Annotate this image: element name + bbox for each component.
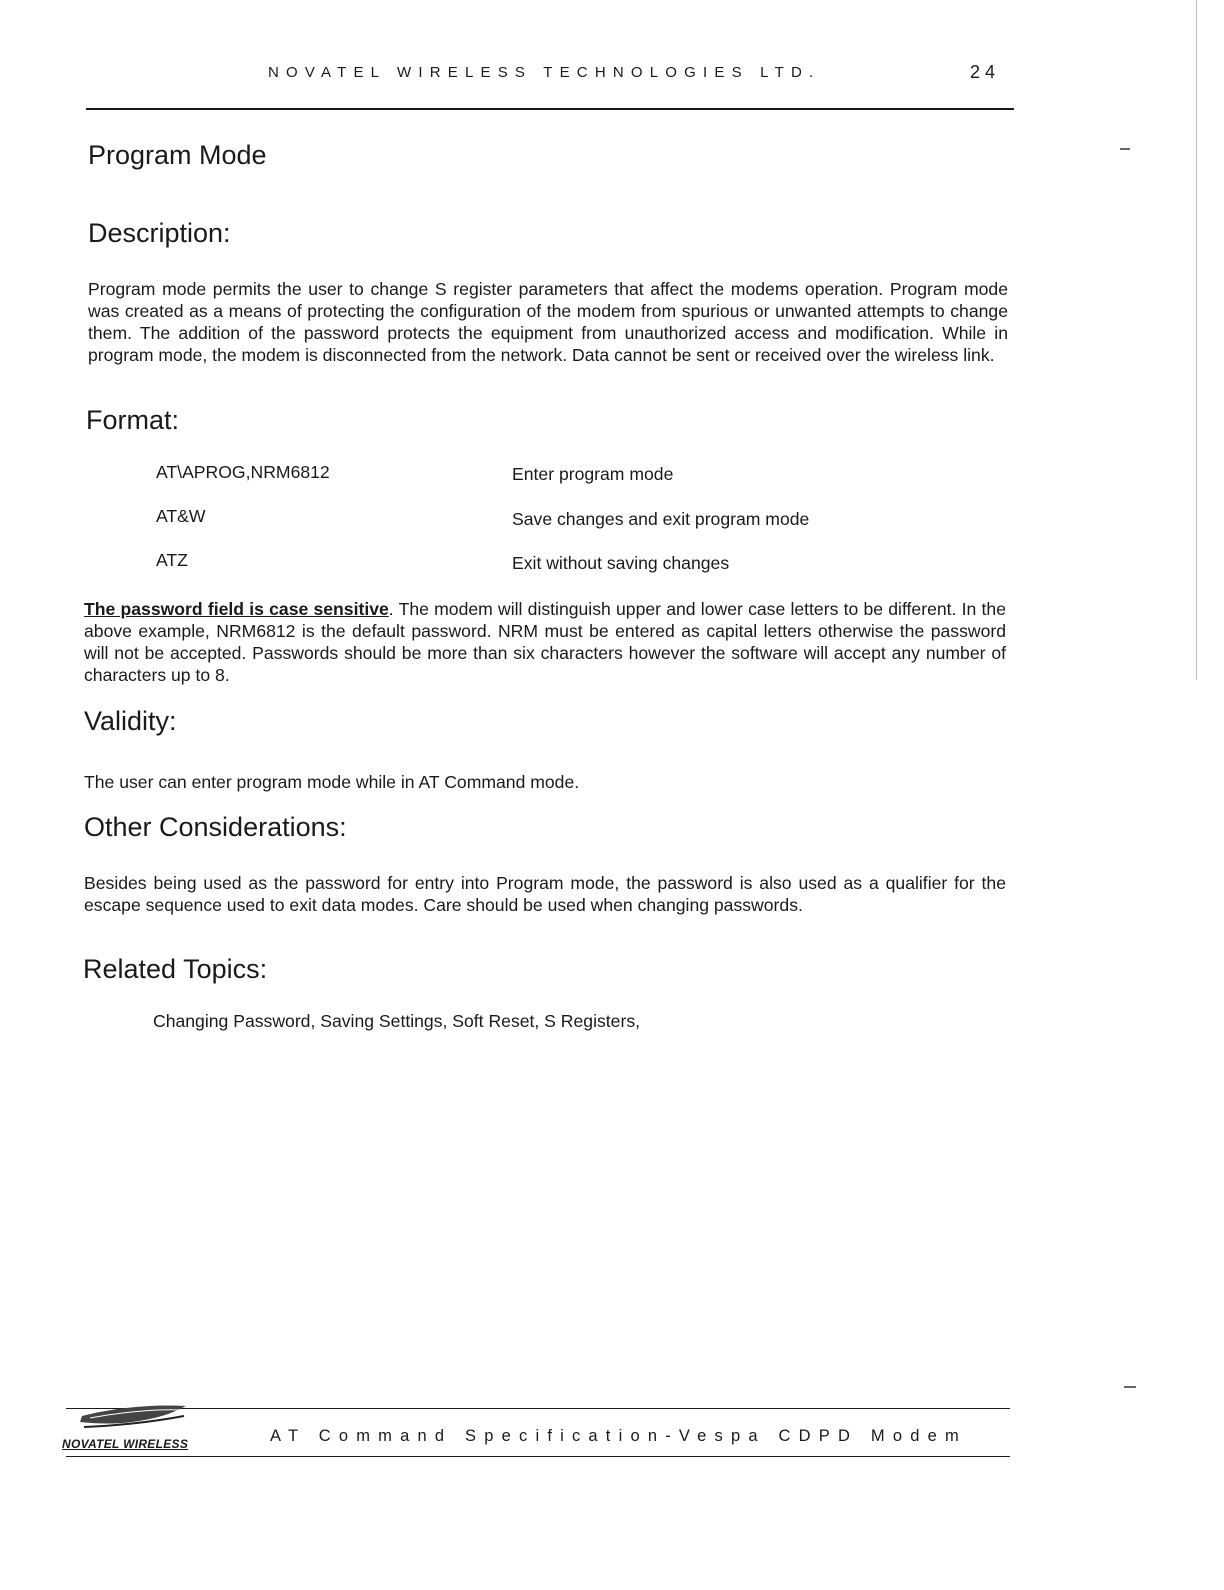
footer-divider-bottom — [66, 1456, 1010, 1457]
scan-mark — [1120, 148, 1130, 150]
footer-title: AT Command Specification-Vespa CDPD Modem — [270, 1427, 967, 1445]
format-description-3: Exit without saving changes — [512, 553, 730, 573]
header-divider — [86, 108, 1014, 110]
password-note — [84, 598, 1006, 686]
header-company-name: NOVATEL WIRELESS TECHNOLOGIES LTD. — [268, 64, 821, 81]
scan-edge-line — [1196, 0, 1197, 680]
format-description-1: Enter program mode — [512, 464, 674, 484]
footer-divider-top — [66, 1408, 1010, 1409]
validity-heading: Validity: — [84, 706, 177, 736]
format-heading: Format: — [86, 405, 180, 435]
description-text: Program mode permits the user to change S register parameters that affect the modems operation. Program mode was created as a means of protecting the configuration of the modem from spurious or unwanted attempts to change them. The addition of the password protects the equipment from unauthorized access and modification. While in program mode, the modem is disconnected from the network. Data cannot be sent or received over the wireless link. — [88, 279, 1008, 365]
format-command-2: AT&W — [156, 506, 206, 526]
related-topics-heading: Related Topics: — [83, 954, 268, 984]
scan-mark — [1124, 1386, 1136, 1388]
other-considerations-text: Besides being used as the password for entry into Program mode, the password is also used as a qualifier for the escape sequence used to exit data modes. Care should be used when changing passwords. — [84, 873, 1006, 915]
description-heading: Description: — [88, 218, 231, 248]
format-command-3: ATZ — [156, 550, 188, 570]
validity-text: The user can enter program mode while in AT Command mode. — [84, 772, 580, 792]
page-title: Program Mode — [88, 140, 267, 170]
password-note-emphasis: The password field is case sensitive — [84, 599, 389, 619]
password-note-text: . The modem will distinguish upper and lower case letters to be different. In the above example, NRM6812 is the default password. NRM must be entered as capital letters otherwise the password will not be accepted. Passwords should be more than six characters however the software will accept any number of characters up to 8. — [84, 599, 1006, 685]
footer-logo-text: NOVATEL WIRELESS — [62, 1437, 189, 1451]
other-considerations-heading: Other Considerations: — [84, 812, 347, 842]
related-topics-text: Changing Password, Saving Settings, Soft Reset, S Registers, — [153, 1011, 641, 1031]
format-description-2: Save changes and exit program mode — [512, 509, 810, 529]
page-number: 24 — [970, 62, 1001, 82]
format-command-1: AT\APROG,NRM6812 — [156, 462, 330, 482]
